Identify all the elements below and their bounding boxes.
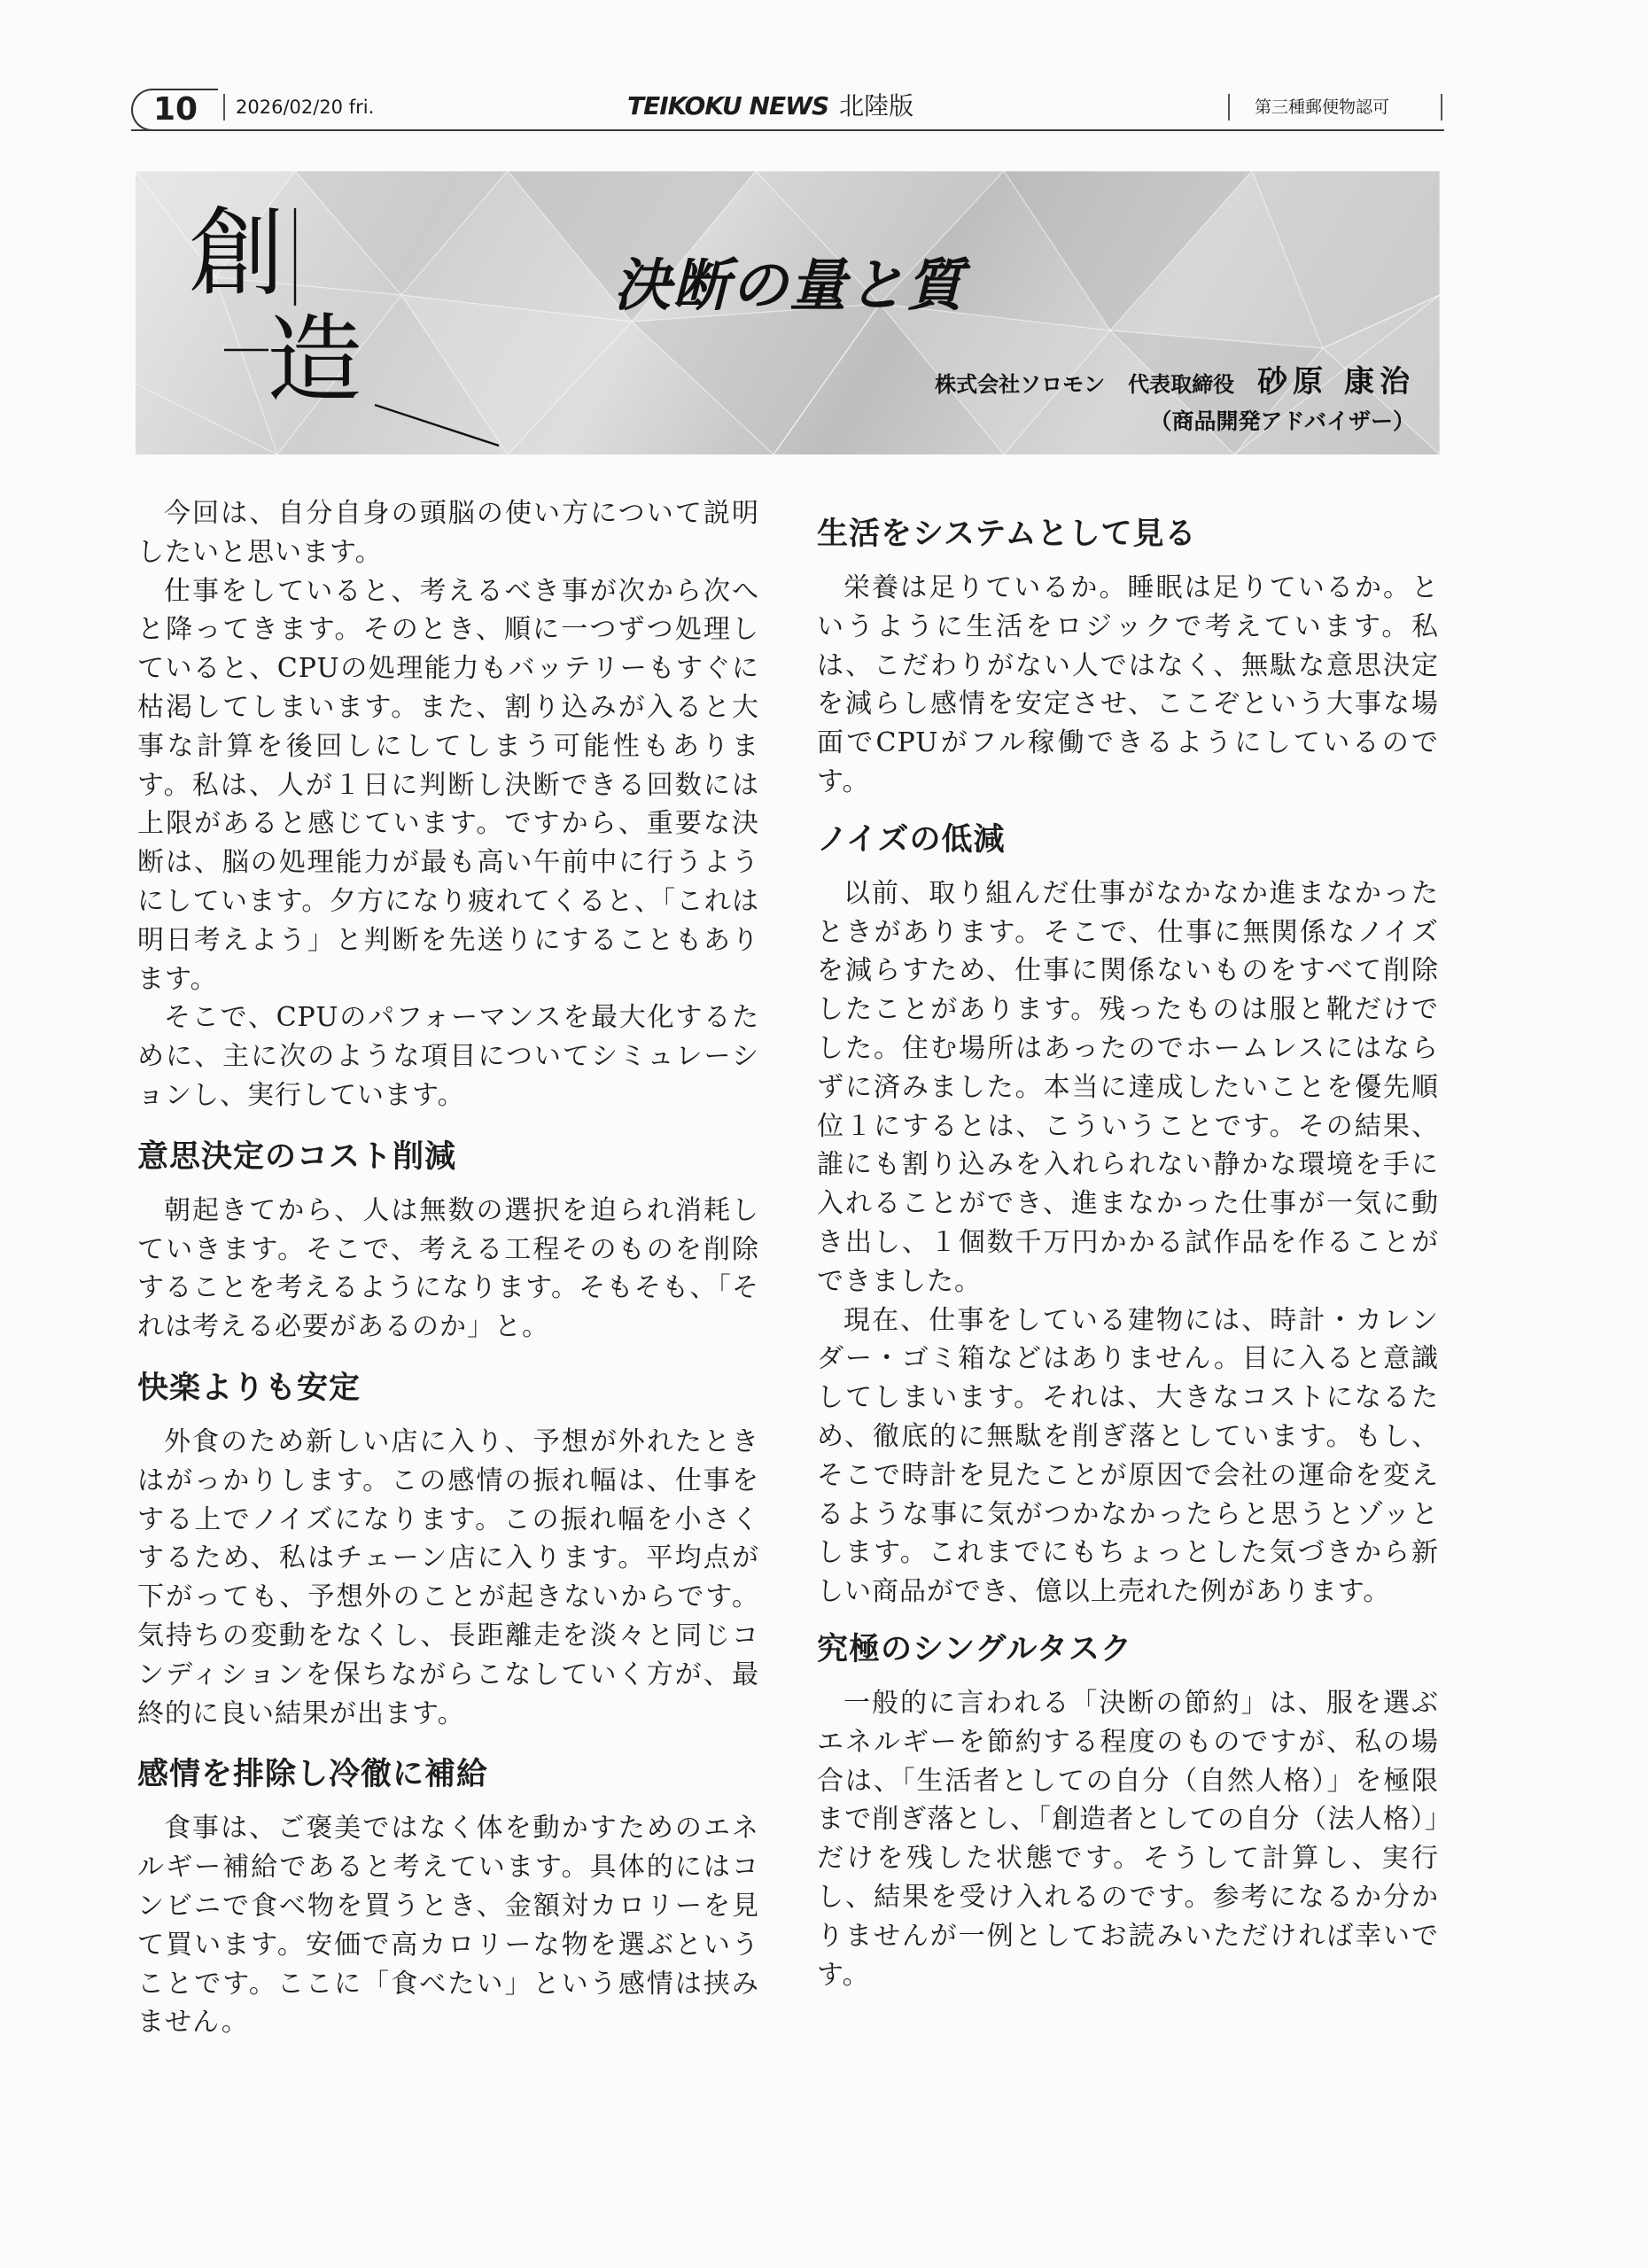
- section-heading-noise-reduction: ノイズの低減: [817, 821, 1006, 858]
- article-column-left: [137, 494, 759, 2042]
- series-char-1: 創: [189, 198, 285, 309]
- section-paragraph: 現在、仕事をしている建物には、時計・カレンダー・ゴミ箱などはありません。目に入ると意識してしまいます。それは、大きなコストになるため、徹底的に無駄を削ぎ落としています。もし、そこで時計を見たことが原因で会社の運命を変えるような事に気がつかなかったらと思うとゾッとします。これまでにもちょっとした気づきから新しい商品ができ、億以上売れた例があります。: [817, 1304, 1439, 1608]
- author-company: 株式会社ソロモン: [935, 372, 1106, 397]
- page-header: [131, 85, 1444, 131]
- header-divider: [1441, 94, 1442, 120]
- intro-paragraph: 今回は、自分自身の頭脳の使い方について説明したいと思います。: [137, 498, 759, 568]
- series-char-2: 造: [267, 305, 363, 416]
- intro-paragraph: そこで、CPUのパフォーマンスを最大化するために、主に次のような項目についてシミュレーションし、実行しています。: [137, 1002, 759, 1111]
- article-title: 決断の量と質: [614, 252, 965, 319]
- section-heading-single-task: 究極のシングルタスク: [817, 1631, 1132, 1667]
- section-paragraph: 朝起きてから、人は無数の選択を迫られ消耗していきます。そこで、考える工程そのものを削除することを考えるようになります。そもそも、「それは考える必要があるのか」と。: [137, 1194, 759, 1343]
- section-heading-stability: 快楽よりも安定: [137, 1370, 361, 1406]
- section-paragraph: 栄養は足りているか。睡眠は足りているか。というように生活をロジックで考えています。私は、こだわりがない人ではなく、無駄な意思決定を減らし感情を安定させ、ここぞという大事な場面でCPUがフル稼働できるようにしているのです。: [817, 572, 1439, 797]
- series-logo: [171, 182, 525, 447]
- newspaper-title: [627, 90, 913, 122]
- section-paragraph: 食事は、ご褒美ではなく体を動かすためのエネルギー補給であると考えています。具体的にはコンビニで食べ物を買うとき、金額対カロリーを見て買います。安価で高カロリーな物を選ぶということです。ここに「食べたい」という感情は挟みません。: [137, 1813, 759, 2039]
- byline: [935, 357, 1415, 436]
- page-number: 10: [131, 89, 218, 131]
- newspaper-edition: 北陸版: [839, 91, 914, 120]
- issue-date: 2026/02/20 fri.: [236, 97, 375, 118]
- author-role: 代表取締役: [1128, 372, 1235, 397]
- header-divider: [223, 94, 225, 120]
- author-subtitle: （商品開発アドバイザー）: [1149, 408, 1415, 434]
- section-paragraph: 外食のため新しい店に入り、予想が外れたときはがっかりします。この感情の振れ幅は、仕事をする上でノイズになります。この振れ幅を小さくするため、私はチェーン店に入ります。平均点が下がっても、予想外のことが起きないからです。気持ちの変動をなくし、長距離走を淡々と同じコンディションを保ちながらこなしていく方が、最終的に良い結果が出ます。: [137, 1425, 759, 1729]
- header-rule: [131, 129, 1444, 131]
- author-name: 砂原 康治: [1257, 364, 1415, 400]
- header-divider: [1228, 94, 1230, 120]
- article-banner: [136, 171, 1440, 454]
- intro-paragraph: 仕事をしていると、考えるべき事が次から次へと降ってきます。そのとき、順に一つずつ処理していると、CPUの処理能力もバッテリーもすぐに枯渇してしまいます。また、割り込みが入ると大事な計算を後回しにしてしまう可能性もあります。私は、人が１日に判断し決断できる回数には上限があると感じています。ですから、重要な決断は、脳の処理能力が最も高い午前中に行うようにしています。夕方になり疲れてくると、「これは明日考えよう」と判断を先送りにすることもあります。: [137, 575, 759, 995]
- section-paragraph: 一般的に言われる「決断の節約」は、服を選ぶエネルギーを節約する程度のものですが、私の場合は、「生活者としての自分（自然人格）」を極限まで削ぎ落とし、「創造者としての自分（法人格）」だけを残した状態です。そうして計算し、実行し、結果を受け入れるのです。参考になるか分かりませんが一例としてお読みいただければ幸いです。: [817, 1687, 1439, 1991]
- newspaper-brand: TEIKOKU NEWS: [627, 91, 829, 120]
- section-heading-decision-cost: 意思決定のコスト削減: [137, 1138, 457, 1175]
- article-column-right: [817, 494, 1439, 1994]
- section-paragraph: 以前、取り組んだ仕事がなかなか進まなかったときがあります。そこで、仕事に無関係なノイズを減らすため、仕事に関係ないものをすべて削除したことがあります。残ったものは服と靴だけでした。住む場所はあったのでホームレスにはならずに済みました。本当に達成したいことを優先順位１にするとは、こういうことです。その結果、誰にも割り込みを入れられない静かな環境を手に入れることができ、進まなかった仕事が一気に動き出し、１個数千万円かかる試作品を作ることができました。: [817, 877, 1439, 1297]
- section-heading-refuel: 感情を排除し冷徹に補給: [137, 1757, 489, 1793]
- postal-note: 第三種郵便物認可: [1255, 97, 1390, 117]
- section-heading-life-system: 生活をシステムとして見る: [817, 517, 1197, 552]
